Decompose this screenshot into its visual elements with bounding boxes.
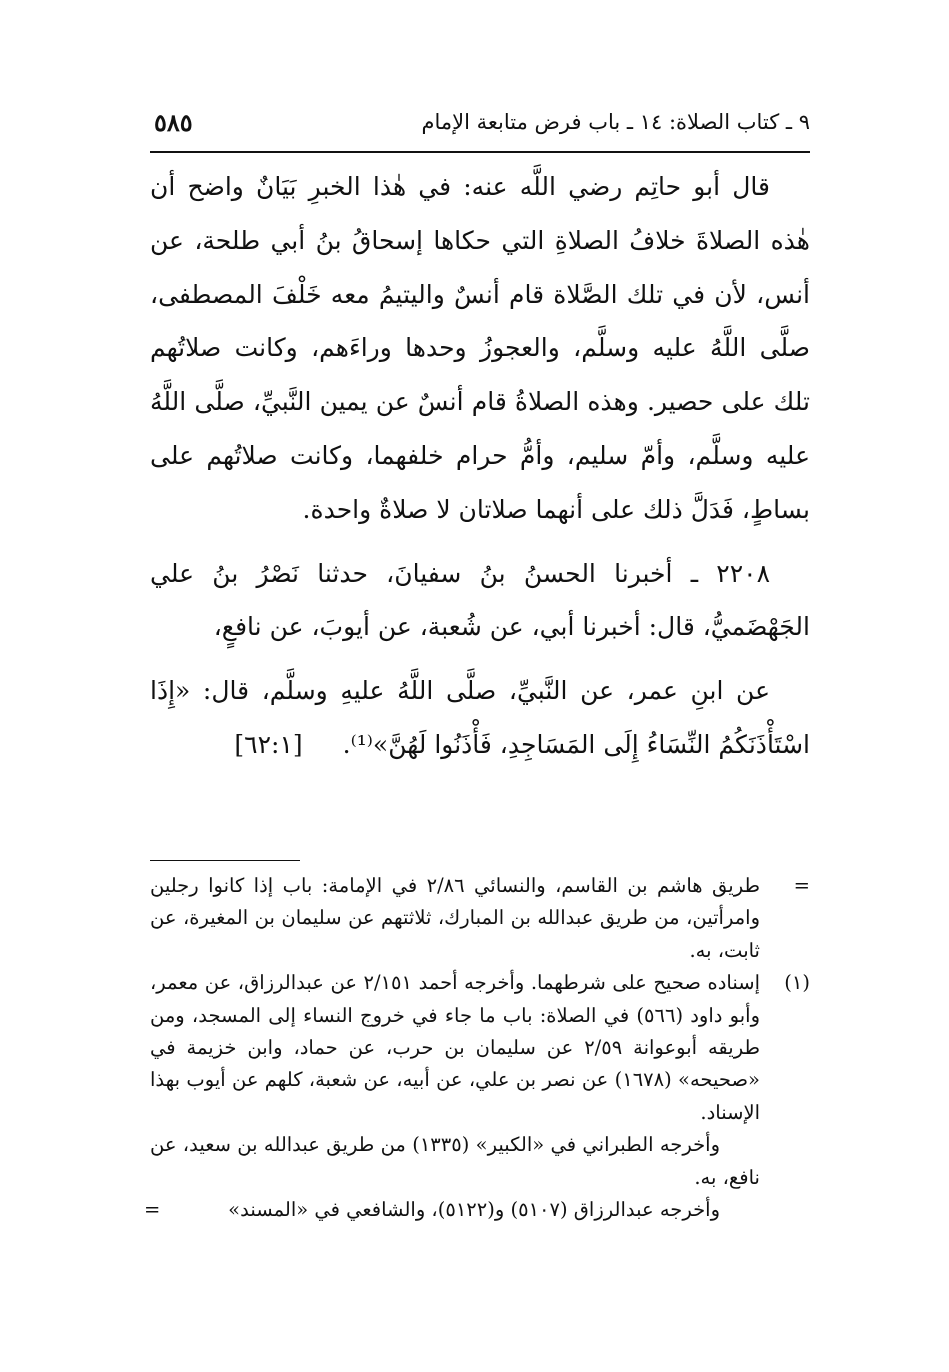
footnote-1-paragraph-2 [150,1129,810,1194]
hadith-reference: [٦٢:١] [234,729,303,759]
footnotes [144,870,810,1226]
footnote-1-paragraph-3 [144,1194,810,1226]
footnote-rule [150,860,300,861]
running-header [150,104,810,144]
continuation-marker: = [793,874,810,897]
footnote-1-paragraph-3-text: وأخرجه عبدالرزاق (٥١٠٧) و(٥١٢٢)، والشافعي في «المسند» [228,1198,720,1222]
hadith-isnad-paragraph: ٢٢٠٨ ـ أخبرنا الحسنُ بنُ سفيانَ، حدثنا نَصْرُ بنُ علي الجَهْضَميُّ، قال: أخبرنا أبي، عن شُعبة، عن أيوبَ، عن نافعٍ، [150,558,810,642]
footnote-continued [150,870,810,967]
page-number: ٥٨٥ [154,108,193,137]
footnote-1-text: إسناده صحيح على شرطهما. وأخرجه أحمد ٢/١٥١ عن عبدالرزاق، عن معمر، وأبو داود (٥٦٦) في الصلاة: باب ما جاء في خروج النساء إلى المسجد، ومن طريقه أبوعوانة ٢/٥٩ عن سليمان بن حرب، عن حماد، وابن خزيمة في «صحيحه» (١٦٧٨) عن نصر بن علي، عن أبيه، عن شعبة، كلهم عن أيوب بهذا الإسناد. [150,971,761,1124]
commentary-paragraph: قال أبو حاتِم رضي اللَّه عنه: في هٰذا الخبرِ بَيَانٌ واضح أن هٰذه الصلاةَ خلافُ الصلاةِ التي حكاها إسحاقُ بنُ أبي طلحة، عن أنس، لأن في تلك الصَّلاة قام أنسٌ واليتيمُ معه خَلْفَ المصطفى، صلَّى اللَّهُ عليه وسلَّم، والعجوزُ وحدها وراءَهم، وكانت صلاتُهم تلك على حصير. وهذه الصلاةُ قام أنسٌ عن يمين النَّبيِّ، صلَّى اللَّهُ عليه وسلَّم، وأمّ سليم، وأمُّ حرام خلفهما، وكانت صلاتُهم على بساطٍ، فَدَلَّ ذلك على أنهما صلاتان لا صلاةٌ واحدة. [150,172,810,524]
footnote-1-paragraph-2-text: وأخرجه الطبراني في «الكبير» (١٣٣٥) من طريق عبدالله بن سعيد، عن نافع، به. [150,1133,760,1189]
hadith-matn-text: عن ابنِ عمر، عن النَّبيِّ، صلَّى اللَّهُ عليهِ وسلَّم، قال: «إِذَا اسْتَأْذَنَكُمُ النِّسَاءُ إِلَى المَسَاجِدِ، فَأْذَنُوا لَهُنَّ»⁽¹⁾. [150,676,810,759]
footnote-1-marker: (١) [784,971,810,995]
main-text [150,160,810,772]
footnote-continued-text: طريق هاشم بن القاسم، والنسائي ٢/٨٦ في الإمامة: باب إذا كانوا رجلين وامرأتين، من طريق عبدالله بن المبارك، ثلاثتهم عن سليمان بن المغيرة، عن ثابت، به. [150,874,760,962]
hadith-matn-paragraph [150,664,810,772]
chapter-title: ٩ ـ كتاب الصلاة: ١٤ ـ باب فرض متابعة الإمام [421,110,810,134]
book-page [144,100,810,1340]
header-rule [150,151,810,153]
footnote-1 [150,967,810,1129]
continuation-marker-bottom: = [144,1198,161,1222]
